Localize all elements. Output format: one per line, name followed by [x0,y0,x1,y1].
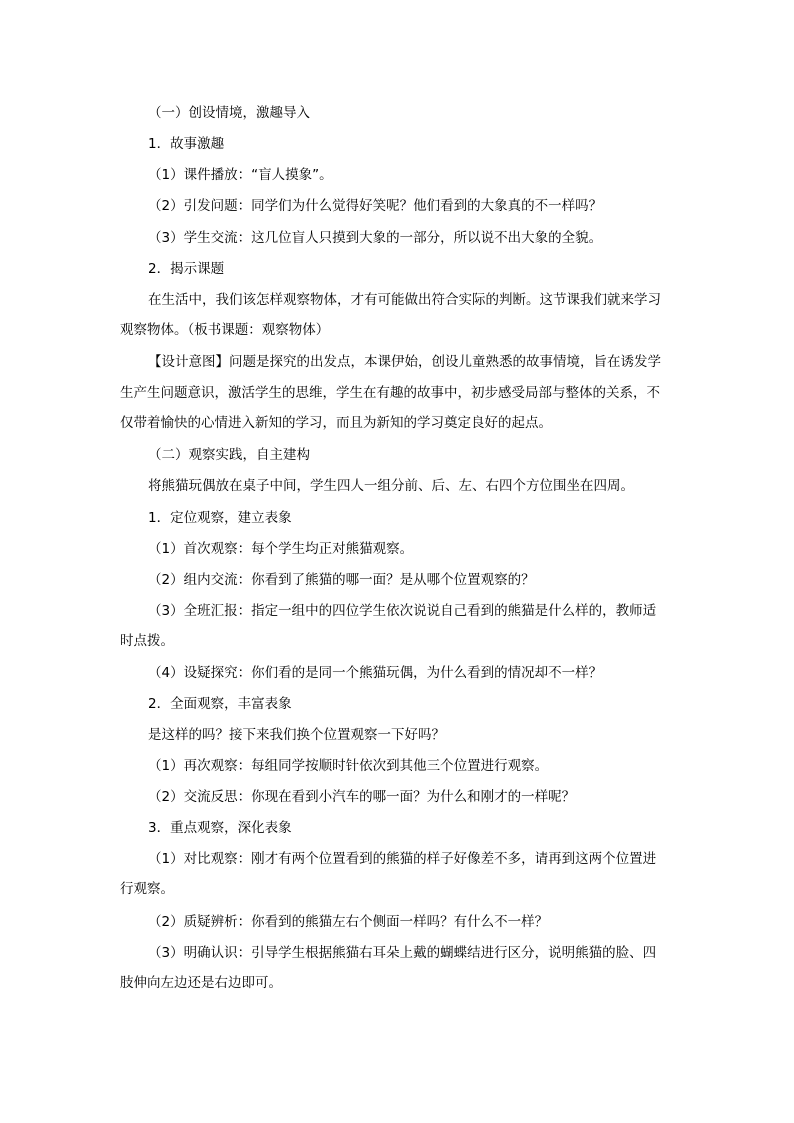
subheading: 3．重点观察，深化表象 [148,820,292,836]
paragraph-line: 是这样的吗？接下来我们换个位置观察一下好吗？ [148,727,445,743]
paragraph-line: 肢伸向左边还是右边即可。 [120,975,282,991]
paragraph-line: （2）引发问题：同学们为什么觉得好笑呢？他们看到的大象真的不一样吗？ [148,198,603,214]
section-heading-1: （一）创设情境，激趣导入 [148,105,310,121]
paragraph-line: （1）再次观察：每组同学按顺时针依次到其他三个位置进行观察。 [148,758,549,774]
design-intent-line: 【设计意图】问题是探究的出发点，本课伊始，创设儿童熟悉的故事情境，旨在诱发学 [148,354,661,370]
paragraph-line: （1）首次观察：每个学生均正对熊猫观察。 [148,541,414,557]
subheading: 1．故事激趣 [148,136,225,152]
subheading: 2．揭示课题 [148,261,225,277]
paragraph-line: 行观察。 [120,881,174,897]
design-intent-line: 生产生问题意识，激活学生的思维，学生在有趣的故事中，初步感受局部与整体的关系，不 [120,385,660,401]
paragraph-line: （2）交流反思：你现在看到小汽车的哪一面？为什么和刚才的一样呢？ [148,789,576,805]
design-intent-line: 仅带着愉快的心情进入新知的学习，而且为新知的学习奠定良好的起点。 [120,415,552,431]
paragraph-line: （1）课件播放：“盲人摸象”。 [148,167,333,183]
section-heading-2: （二）观察实践，自主建构 [148,447,310,463]
subheading: 1．定位观察，建立表象 [148,510,292,526]
paragraph-line: 在生活中，我们该怎样观察物体，才有可能做出符合实际的判断。这节课我们就来学习 [148,292,661,308]
paragraph-line: （1）对比观察：刚才有两个位置看到的熊猫的样子好像差不多，请再到这两个位置进 [148,851,657,867]
paragraph-line: 时点拨。 [120,633,174,649]
paragraph-line: 将熊猫玩偶放在桌子中间，学生四人一组分前、后、左、右四个方位围坐在四周。 [148,478,634,494]
paragraph-line: （3）明确认识：引导学生根据熊猫右耳朵上戴的蝴蝶结进行区分，说明熊猫的脸、四 [148,945,657,961]
paragraph-line: （3）全班汇报：指定一组中的四位学生依次说说自己看到的熊猫是什么样的，教师适 [148,603,657,619]
paragraph-line: （4）设疑探究：你们看的是同一个熊猫玩偶，为什么看到的情况却不一样？ [148,665,603,681]
paragraph-line: （3）学生交流：这几位盲人只摸到大象的一部分，所以说不出大象的全貌。 [148,230,603,246]
subheading: 2．全面观察，丰富表象 [148,696,292,712]
paragraph-line: 观察物体。（板书课题：观察物体） [120,322,330,338]
paragraph-line: （2）组内交流：你看到了熊猫的哪一面？是从哪个位置观察的？ [148,572,535,588]
paragraph-line: （2）质疑辨析：你看到的熊猫左右个侧面一样吗？有什么不一样？ [148,914,549,930]
